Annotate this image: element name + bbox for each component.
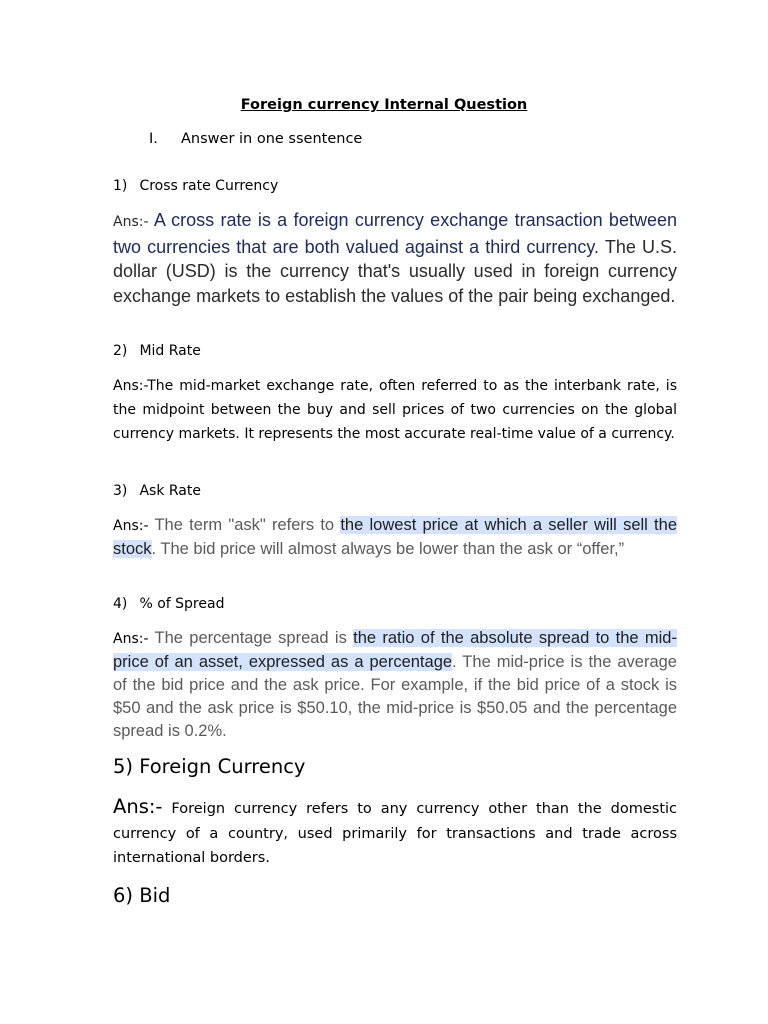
document-title: Foreign currency Internal Question <box>240 97 528 113</box>
answer-prefix: Ans:- <box>113 631 149 647</box>
answer-prefix: Ans:- <box>113 795 163 818</box>
section-numeral: I. <box>149 131 158 147</box>
answer-1: Ans:- A cross rate is a foreign currency exchange transaction between two currencies that are both valued against a third currency. The U.S. dollar (USD) is the currency that's usually used in foreign currency exchange markets to establish the values of the pair being exchanged. <box>113 210 677 306</box>
answer-2: Ans:-The mid-market exchange rate, often referred to as the interbank rate, is the midpoint between the buy and sell prices of two currencies on the global currency markets. It represents the most accurate real-time value of a currency. <box>113 378 677 442</box>
question-4: 4) % of Spread <box>113 596 225 612</box>
section-text: Answer in one ssentence <box>181 131 363 147</box>
highlighted-text: the lowest price at which a seller will sell the stock <box>113 516 677 558</box>
highlighted-text: the ratio of the absolute spread to the mid-price of an asset, expressed as a percentage <box>113 629 677 671</box>
question-6: 6) Bid <box>113 884 171 907</box>
answer-prefix: Ans:- <box>113 378 148 394</box>
answer-3: Ans:- The term "ask" refers to the lowest price at which a seller will sell the stock. The bid price will almost always be lower than the ask or “offer,” <box>113 516 677 558</box>
question-2: 2) Mid Rate <box>113 343 201 359</box>
answer-5: Ans:- Foreign currency refers to any currency other than the domestic currency of a country, used primarily for transactions and trade across international borders. <box>113 795 678 866</box>
answer-4: Ans:- The percentage spread is the ratio of the absolute spread to the mid-price of an asset, expressed as a percentage. The mid-price is the average of the bid price and the ask price. For example, if the bid price of a stock is $50 and the ask price is $50.10, the mid-price is $50.05 and the percentage spread is 0.2%. <box>113 629 677 740</box>
section-heading <box>149 130 362 148</box>
question-3: 3) Ask Rate <box>113 483 201 499</box>
answer-prefix: Ans:- <box>113 518 149 534</box>
question-1: 1) Cross rate Currency <box>113 178 279 194</box>
question-5: 5) Foreign Currency <box>113 755 306 778</box>
answer-prefix: Ans:- <box>113 214 149 230</box>
